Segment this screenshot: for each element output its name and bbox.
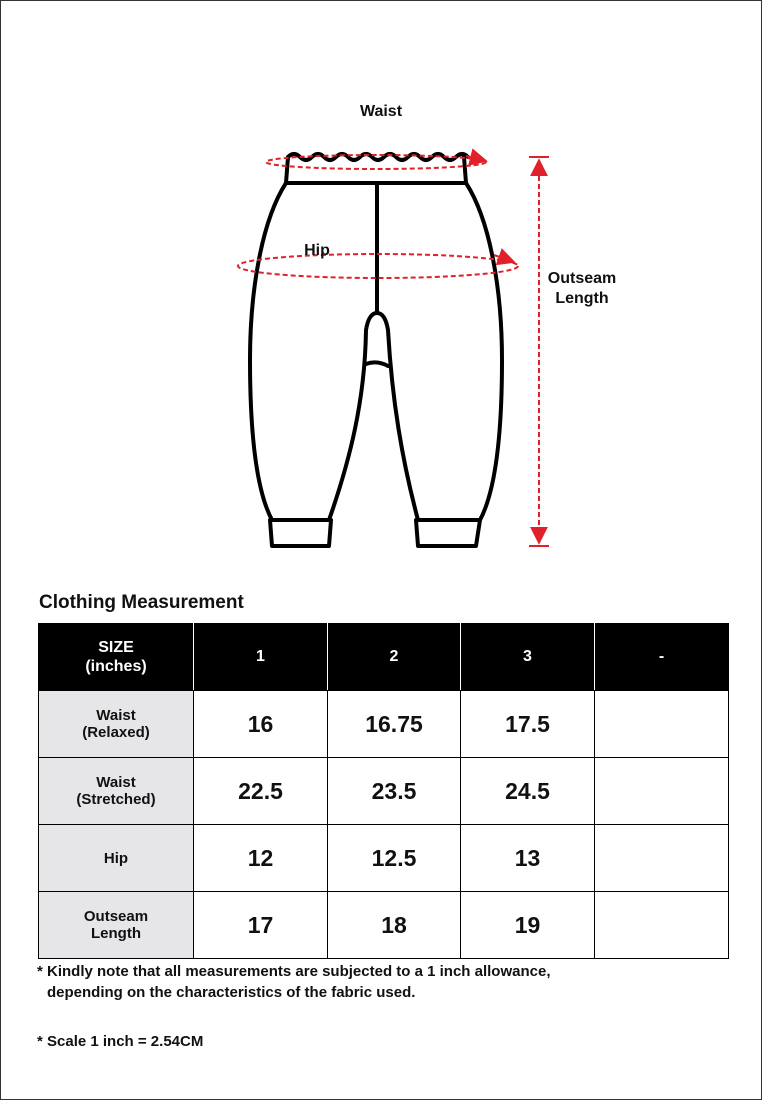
row-label-line1: Hip <box>103 849 129 867</box>
row-label <box>39 758 194 825</box>
size-header-line2: (inches) <box>85 658 147 675</box>
table-header-row <box>39 624 729 691</box>
hip-label: Hip <box>304 242 330 259</box>
hip-arrow <box>494 255 514 262</box>
outseam-label-line1: Outseam <box>547 270 617 287</box>
table-cell: 19 <box>461 892 595 959</box>
right-leg <box>377 183 502 520</box>
allowance-note-line1: * Kindly note that all measurements are subjected to a 1 inch allowance, <box>37 963 551 980</box>
column-header: 1 <box>194 624 328 691</box>
row-label <box>39 825 194 892</box>
row-label-line1: Waist <box>96 774 136 791</box>
table-cell: 22.5 <box>194 758 328 825</box>
table-cell: 24.5 <box>461 758 595 825</box>
table-row <box>39 758 729 825</box>
row-label-line1: Outseam <box>83 908 149 925</box>
row-label-line2: Length <box>91 925 141 942</box>
table-cell: 23.5 <box>328 758 461 825</box>
size-header-line1: SIZE <box>98 639 134 656</box>
table-cell: 17 <box>194 892 328 959</box>
table-cell: 17.5 <box>461 691 595 758</box>
left-leg <box>250 183 377 520</box>
table-cell: 16.75 <box>328 691 461 758</box>
column-header: 3 <box>461 624 595 691</box>
row-label-line1: Waist <box>96 707 136 724</box>
table-cell: 16 <box>194 691 328 758</box>
row-label-line2: (Stretched) <box>76 791 156 808</box>
table-cell <box>595 691 729 758</box>
table-cell: 12.5 <box>328 825 461 892</box>
column-header: 2 <box>328 624 461 691</box>
row-label <box>39 892 194 959</box>
table-cell: 18 <box>328 892 461 959</box>
waist-label: Waist <box>359 103 403 120</box>
pants-outline <box>250 154 502 546</box>
table-cell <box>595 892 729 959</box>
outseam-label-line2: Length <box>555 290 609 307</box>
gusset-seam <box>366 362 388 366</box>
scale-note: * Scale 1 inch = 2.54CM <box>37 1033 204 1050</box>
allowance-note <box>37 961 727 1003</box>
row-label-line2: (Relaxed) <box>82 724 150 741</box>
table-cell: 13 <box>461 825 595 892</box>
table-cell <box>595 825 729 892</box>
size-table <box>38 623 729 959</box>
outseam-label <box>528 269 636 309</box>
table-row <box>39 691 729 758</box>
left-cuff <box>270 520 331 546</box>
column-header: - <box>595 624 729 691</box>
allowance-note-line2: depending on the characteristics of the fabric used. <box>47 984 416 1001</box>
section-title: Clothing Measurement <box>39 592 244 613</box>
row-label <box>39 691 194 758</box>
right-cuff <box>416 520 480 546</box>
table-row <box>39 892 729 959</box>
table-row <box>39 825 729 892</box>
table-cell <box>595 758 729 825</box>
size-header <box>39 624 194 691</box>
table-cell: 12 <box>194 825 328 892</box>
